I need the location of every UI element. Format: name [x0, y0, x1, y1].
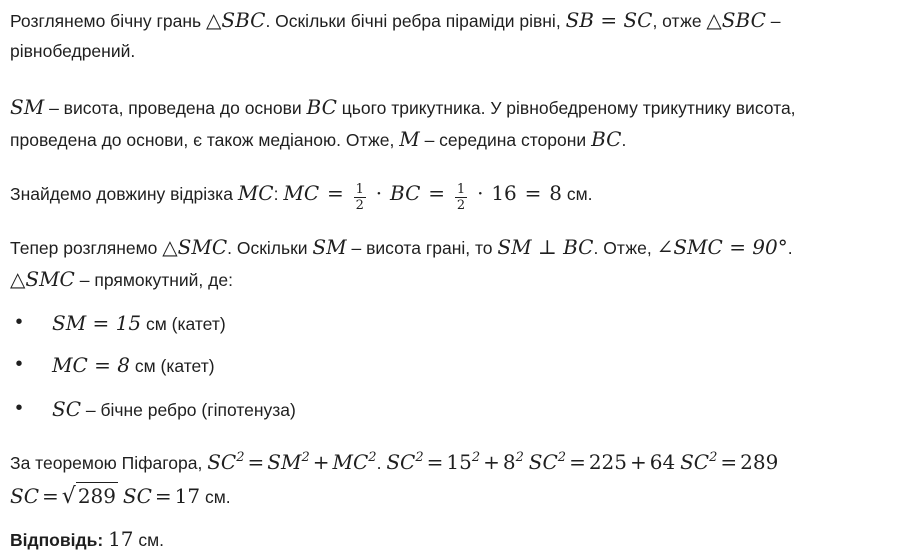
exponent: 2: [236, 450, 245, 465]
list-item-text: [52, 353, 215, 378]
fraction-numerator: 1: [355, 182, 364, 197]
bullet: •: [15, 353, 23, 375]
math-sm: SM: [312, 235, 347, 259]
math-sm-value: SM = 15: [52, 311, 142, 335]
fraction-one-half: [354, 183, 366, 212]
number: 8: [502, 450, 516, 474]
exponent: 2: [415, 450, 424, 465]
text: За теоремою Піфагора,: [10, 453, 203, 473]
math-triangle-smc: △SMC: [162, 235, 228, 259]
fraction-numerator: 1: [456, 182, 466, 197]
math-bc: BC: [390, 181, 421, 205]
text: цього трикутника. У рівнобедреному трикутнику висота,: [341, 98, 796, 118]
math-sb-equals-sc: SB = SC: [565, 8, 653, 32]
math-m: M: [399, 127, 420, 151]
number: 17: [174, 484, 201, 508]
dot-operator: ·: [375, 181, 383, 205]
radicand: 289: [77, 484, 116, 508]
text: . Оскільки бічні ребра піраміди рівні,: [265, 11, 561, 31]
list-item-text: [52, 311, 226, 336]
math-sum: $SC^2 = 225 + 64$: [528, 450, 676, 474]
equals-sign: =: [428, 181, 446, 205]
equals-sign: =: [524, 181, 542, 205]
exponent: 2: [301, 450, 310, 465]
number: 64: [649, 450, 676, 474]
text: Знайдемо довжину відрізка: [10, 184, 233, 204]
math-sc: SC: [52, 397, 82, 421]
text: – бічне ребро (гіпотенуза): [85, 400, 296, 420]
text: . Оскільки: [227, 238, 308, 258]
number: 15: [446, 450, 472, 474]
text: проведена до основи, є також медіаною. Отже,: [10, 130, 395, 150]
text: – висота, проведена до основи: [49, 98, 302, 118]
answer-value: 17: [108, 527, 134, 551]
number: 289: [740, 450, 779, 474]
text: см (катет): [145, 314, 226, 334]
unit: см.: [566, 184, 593, 204]
square-root: √ 289: [61, 484, 116, 509]
text: см (катет): [134, 356, 215, 376]
fraction-denominator: 2: [355, 198, 364, 213]
text: .: [621, 130, 627, 150]
number: 225: [588, 450, 628, 474]
text: Тепер розглянемо: [10, 238, 158, 258]
exponent: 2: [709, 450, 718, 465]
math-triangle-smc: △SMC: [10, 267, 75, 291]
text: рівнобедрений.: [10, 41, 136, 61]
math-number: 16: [491, 181, 517, 205]
math-triangle-sbc: △SBC: [706, 8, 766, 32]
math-number: 8: [549, 181, 563, 205]
paragraph-1-line-1: [10, 8, 913, 33]
text: – прямокутний, де:: [79, 270, 233, 290]
equals-sign: =: [327, 181, 344, 205]
dot-operator: ·: [477, 181, 484, 205]
text: Розглянемо бічну грань: [10, 11, 202, 31]
bullet: •: [15, 311, 23, 333]
answer-label: Відповідь:: [10, 530, 104, 550]
text: :: [273, 184, 279, 204]
paragraph-1-line-2: [10, 39, 913, 63]
text: . Отже,: [593, 238, 652, 258]
math-mc: MC: [283, 181, 320, 205]
paragraph-3: [10, 181, 913, 212]
answer-line: [10, 527, 913, 552]
text: , отже: [652, 11, 702, 31]
math-sm: SM: [10, 95, 45, 119]
text: .: [787, 238, 793, 258]
math-substitution: $SC^2 = 15^2 + 8^2$: [386, 450, 524, 474]
paragraph-4-line-1: [10, 235, 913, 260]
fraction-one-half: [455, 183, 467, 212]
math-square-root: SC = √ 289: [10, 484, 116, 509]
exponent: 2: [515, 450, 524, 465]
math-sm-perp-bc: SM ⊥ BC: [497, 235, 594, 259]
math-mc: MC: [237, 181, 274, 205]
text: – середина сторони: [424, 130, 587, 150]
list-item-text: [52, 397, 296, 422]
text: – висота грані, то: [351, 238, 493, 258]
dash: –: [770, 11, 781, 31]
paragraph-4-line-2: [10, 267, 913, 292]
paragraph-2-line-2: [10, 127, 913, 152]
math-bc: BC: [306, 95, 337, 119]
exponent: 2: [368, 450, 377, 465]
exponent: 2: [557, 450, 567, 465]
math-triangle-sbc: △SBC: [205, 8, 266, 32]
fraction-denominator: 2: [456, 198, 466, 213]
math-final: SC = 17: [122, 484, 201, 508]
math-mc-value: MC = 8: [52, 353, 130, 377]
math-angle-smc: ∠SMC = 90°: [656, 235, 788, 259]
exponent: 2: [471, 450, 481, 465]
answer-unit: см.: [138, 530, 165, 550]
paragraph-5-line-2: [10, 484, 913, 509]
unit: см.: [204, 487, 231, 507]
bullet: •: [15, 397, 23, 419]
math-bc: BC: [591, 127, 622, 151]
math-result-square: $SC^2 = 289$: [680, 450, 779, 474]
paragraph-5-line-1: За теоремою Піфагора, $SC^2 = SM^2 + MC^2$. $SC^2 = 15^2 + 8^2$ $SC^2 = 225 + 64$ $SC^2 = 289$: [10, 450, 779, 474]
paragraph-2-line-1: [10, 95, 913, 120]
math-pythagoras: $SC^2 = SM^2 + MC^2$: [207, 450, 377, 474]
